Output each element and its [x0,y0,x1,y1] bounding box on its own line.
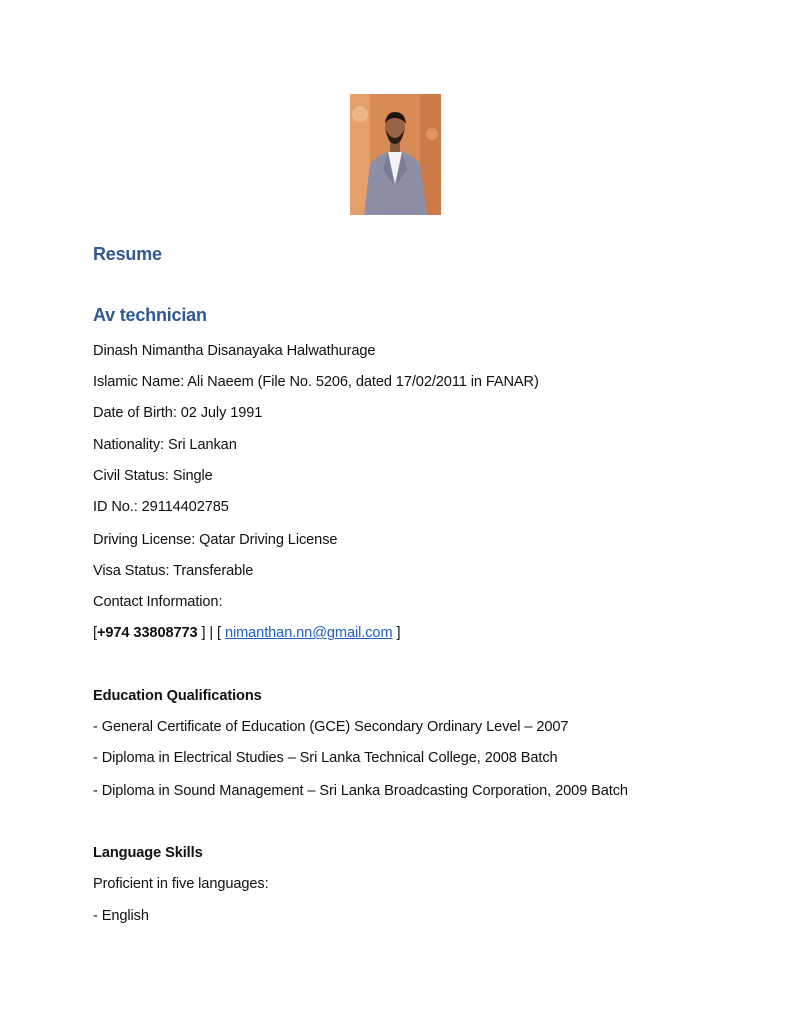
open-bracket: [ [93,625,97,641]
email-link[interactable]: nimanthan.nn@gmail.com [224,625,393,641]
language-intro: Proficient in five languages: [93,876,269,892]
visa-status: Visa Status: Transferable [93,563,254,579]
close-bracket: ] [392,625,401,641]
education-item: - Diploma in Sound Management – Sri Lanka Broadcasting Corporation, 2009 Batch [93,783,628,799]
civil-status: Civil Status: Single [93,468,213,484]
profile-photo [350,94,441,215]
education-item: - General Certificate of Education (GCE) Secondary Ordinary Level – 2007 [93,719,569,735]
driving-license: Driving License: Qatar Driving License [93,532,338,548]
id-number: ID No.: 29114402785 [93,499,229,515]
contact-line [93,624,400,642]
education-heading: Education Qualifications [93,688,262,704]
contact-label: Contact Information: [93,594,223,610]
resume-title: Resume [93,244,162,264]
contact-separator: ] | [ [197,625,225,641]
education-item: - Diploma in Electrical Studies – Sri Lanka Technical College, 2008 Batch [93,750,558,766]
nationality: Nationality: Sri Lankan [93,437,237,453]
language-heading: Language Skills [93,845,203,861]
islamic-name: Islamic Name: Ali Naeem (File No. 5206, dated 17/02/2011 in FANAR) [93,374,539,390]
job-title: Av technician [93,305,207,325]
full-name: Dinash Nimantha Disanayaka Halwathurage [93,343,376,359]
phone-number: +974 33808773 [96,625,198,641]
date-of-birth: Date of Birth: 02 July 1991 [93,405,263,421]
language-item: - English [93,908,149,924]
